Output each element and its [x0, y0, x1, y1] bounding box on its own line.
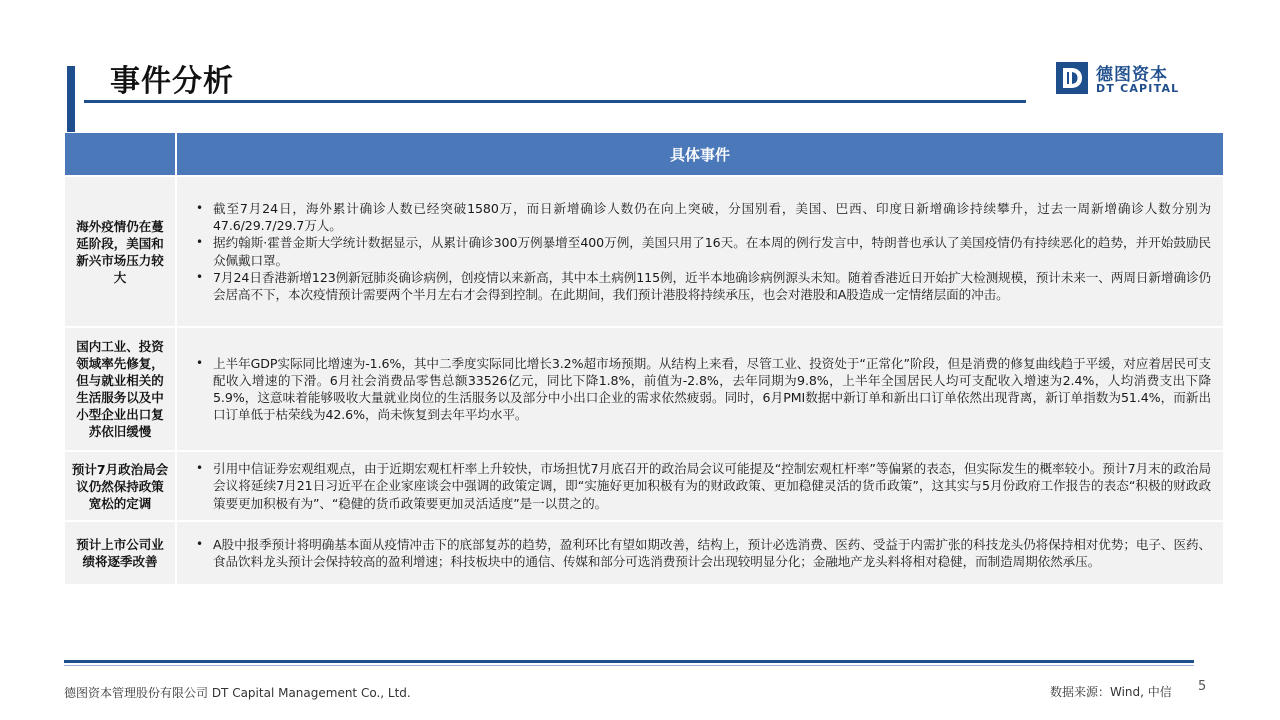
table-row: [65, 452, 1223, 520]
company-logo: [1056, 62, 1186, 98]
footer-divider: [64, 660, 1194, 663]
footer-data-source: 数据来源：Wind, 中信: [1050, 685, 1172, 699]
logo-english-name: DT CAPITAL: [1096, 82, 1180, 95]
row-label: 预计上市公司业绩将逐季改善: [65, 522, 175, 584]
row-content: [177, 522, 1223, 584]
bullet-item: • 引用中信证券宏观组观点，由于近期宏观杠杆率上升较快，市场担忧7月底召开的政治局会议可能提及“控制宏观杠杆率”等偏紧的表态，但实际发生的概率较小。预计7月末的政治局会议将延续7月21日习近平在企业家座谈会中强调的政策定调，即“实施好更加积极有为的财政政策、更加稳健灵活的货币政策”，这其实与5月份政府工作报告的表态“积极的财政政策要更加积极有为”、“稳健的货币政策要更加灵活适度”是一以贯之的。: [191, 460, 1211, 512]
footer-company: 德图资本管理股份有限公司 DT Capital Management Co., Ltd.: [64, 686, 411, 700]
table-row: [65, 522, 1223, 584]
page-title: 事件分析: [110, 64, 234, 99]
table-header: [65, 133, 1223, 175]
title-accent-bar: [67, 66, 75, 132]
row-label: 国内工业、投资领域率先修复，但与就业相关的生活服务以及中小型企业出口复苏依旧缓慢: [65, 328, 175, 450]
header-specific-events: 具体事件: [177, 133, 1223, 175]
dt-logo-icon: [1056, 62, 1088, 94]
row-label: 海外疫情仍在蔓延阶段，美国和新兴市场压力较大: [65, 177, 175, 326]
table-row: [65, 177, 1223, 326]
bullet-item: • 7月24日香港新增123例新冠肺炎确诊病例，创疫情以来新高，其中本土病例115例，近半本地确诊病例源头未知。随着香港近日开始扩大检测规模，预计未来一、两周日新增确诊仍会居高不下，本次疫情预计需要两个半月左右才会得到控制。在此期间，我们预计港股将持续承压，也会对港股和A股造成一定情绪层面的冲击。: [191, 269, 1211, 303]
title-underline: [84, 100, 1026, 103]
bullet-item: • 上半年GDP实际同比增速为-1.6%，其中二季度实际同比增长3.2%超市场预期。从结构上来看，尽管工业、投资处于“正常化”阶段，但是消费的修复曲线趋于平缓，对应着居民可支配收入增速的下滑。6月社会消费品零售总额33526亿元，同比下降1.8%，前值为-2.8%，去年同期为9.8%，上半年全国居民人均可支配收入增速为2.4%，人均消费支出下降5.9%，这意味着能够吸收大量就业岗位的生活服务以及部分中小出口企业的需求依然疲弱。同时，6月PMI数据中新订单和新出口订单依然出现背离，新订单指数为51.4%，而新出口订单低于枯荣线为42.6%，尚未恢复到去年平均水平。: [191, 355, 1211, 424]
row-label: 预计7月政治局会议仍然保持政策宽松的定调: [65, 452, 175, 520]
bullet-item: • 截至7月24日，海外累计确诊人数已经突破1580万，而日新增确诊人数仍在向上突破，分国别看，美国、巴西、印度日新增确诊持续攀升，过去一周新增确诊人数分别为47.6/29.7/29.7万人。: [191, 200, 1211, 234]
table-row: [65, 328, 1223, 450]
row-content: [177, 177, 1223, 326]
bullet-item: • 据约翰斯·霍普金斯大学统计数据显示，从累计确诊300万例暴增至400万例，美国只用了16天。在本周的例行发言中，特朗普也承认了美国疫情仍有持续恶化的趋势，并开始鼓励民众佩戴口罩。: [191, 234, 1211, 268]
row-content: [177, 452, 1223, 520]
logo-chinese-name: 德图资本: [1096, 65, 1168, 85]
footer-divider-thin: [64, 665, 1194, 666]
row-content: [177, 328, 1223, 450]
bullet-item: • A股中报季预计将明确基本面从疫情冲击下的底部复苏的趋势，盈利环比有望如期改善，结构上，预计必选消费、医药、受益于内需扩张的科技龙头仍将保持相对优势；电子、医药、食品饮料龙头预计会保持较高的盈利增速；科技板块中的通信、传媒和部分可选消费预计会出现较明显分化；金融地产龙头料将相对稳健，而制造周期依然承压。: [191, 536, 1211, 570]
page-number: 5: [1198, 679, 1207, 694]
header-left-cell: [65, 133, 175, 175]
